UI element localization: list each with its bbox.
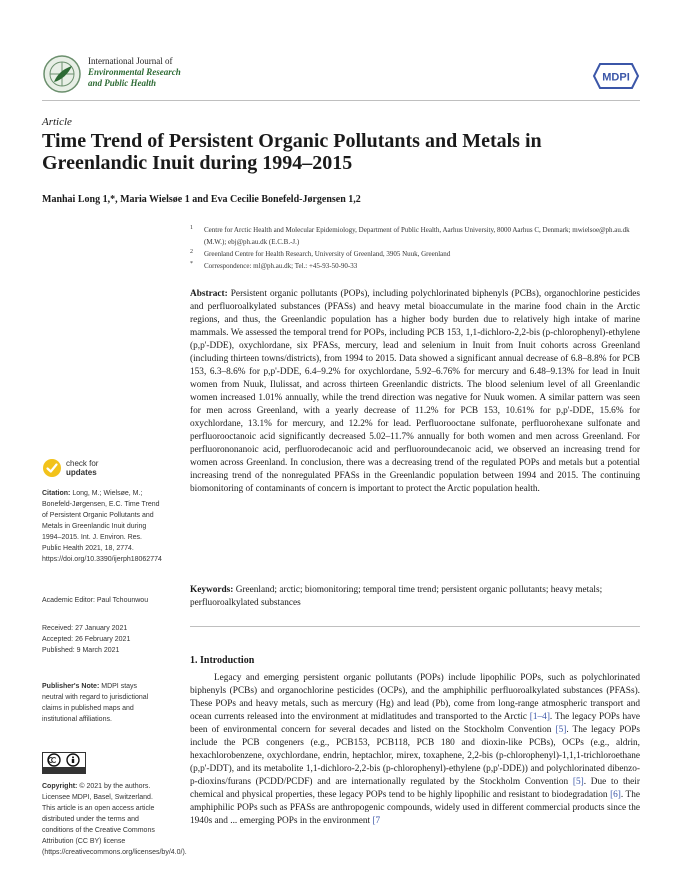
publisher-note-label: Publisher's Note: bbox=[42, 683, 100, 690]
check-updates-line2: updates bbox=[66, 468, 97, 477]
author-list: Manhai Long 1,*, Maria Wielsøe 1 and Eva Cecilie Bonefeld-Jørgensen 1,2 bbox=[42, 194, 361, 205]
correspondence-item bbox=[190, 260, 640, 272]
affiliation-item bbox=[190, 248, 640, 260]
section-heading-introduction: 1. Introduction bbox=[190, 655, 255, 666]
citation-link[interactable]: [6] bbox=[610, 790, 621, 800]
affiliation-list bbox=[190, 224, 640, 272]
affiliation-text: Centre for Arctic Health and Molecular Epidemiology, Department of Public Health, Aarhus University, 8000 Aarhus C, Denmark; mwielsoe@ph.au.dk (M.W.); ebj@ph.au.dk (E.C.B.-J.) bbox=[204, 226, 630, 246]
cc-by-icon[interactable] bbox=[42, 752, 86, 774]
intro-text: Legacy and emerging persistent organic pollutants (POPs) include lipophilic POPs, such as polychlorinated biphenyls (PCBs) and organochlorine pesticides (OCPs), and the amphiphilic perfluoroalkylated substances (PFASs). These POPs and heavy metals, such as mercury (Hg) and lead (Pb), come from long-range atmospheric transport and ocean currents released into the environment at midlatitudes and transported to the Arctic bbox=[190, 673, 640, 722]
affiliation-marker: 1 bbox=[190, 225, 193, 231]
introduction-paragraph bbox=[190, 672, 640, 828]
citation-block bbox=[42, 488, 160, 565]
citation-link[interactable]: [5] bbox=[572, 777, 584, 787]
abstract bbox=[190, 288, 640, 496]
citation-link[interactable]: [1–4] bbox=[529, 712, 550, 722]
section-divider bbox=[190, 626, 640, 627]
accepted-date: Accepted: 26 February 2021 bbox=[42, 636, 131, 643]
mdpi-logo bbox=[592, 62, 640, 90]
affiliation-marker: * bbox=[190, 261, 193, 267]
check-updates-line1: check for bbox=[66, 459, 99, 468]
publication-dates bbox=[42, 623, 160, 656]
publisher-note bbox=[42, 681, 160, 725]
keywords-label: Keywords: bbox=[190, 585, 234, 595]
citation-text: Long, M.; Wielsøe, M.; Bonefeld-Jørgensen, E.C. Time Trend of Persistent Organic Pollutants and Metals in Greenlandic Inuit during 1994–2015. Int. J. Environ. Res. Public Health 2021, 18, 2774. https://doi.org/10.3390/ijerph18062774 bbox=[42, 490, 162, 563]
intro-text: . The legacy POPs include the PCB congeners (e.g., PCB153, PCB118, PCB 180 and dioxin-like PCBs), OCPs (e.g., aldrin, hexachlorobenzene, oxychlordane, endrin, heptachlor, mirex, toxaphene, 2,2-bis (p-chlorophenyl)-1,1,1-trichloroethane (p,p'-DDT), and its metabolite 1,1-dichloro-2,2-bis (p-chlorophenyl)-ethylene (p,p'-DDE)) and polychlorinated dibenzo-p-dioxins/furans (PCDD/PCDF) and are internationally regulated by the Stockholm Convention bbox=[190, 725, 641, 787]
abstract-text: Persistent organic pollutants (POPs), including polychlorinated biphenyls (PCBs), organochlorine pesticides and perfluoroalkylated substances (PFASs) and heavy metal bioaccumulate in the marine food chain in the Arctic regions, and thus, the Greenlandic population has a higher body burden due to relatively high intake of marine mammals. We assessed the temporal trend for POPs, including PCB 153, 1,1-dichloro-2,2-bis (p-chlorophenyl)-ethylene (p,p'-DDE), oxychlordane, six PFASs, mercury, lead and selenium in Inuit from Inuit cohorts across Greenland (including thirteen towns/districts), from 1994 to 2015. Data showed a significant annual decrease of 6.8–8.8% for PCB 153, 6.3–8.6% for p,p'-DDE, 6.4–9.2% for oxychlordane, 5.92–6.76% for mercury and 6.48–9.13% for lead in Inuit women from Nuuk, Ilulissat, and across thirteen Greenlandic districts. The blood selenium level of all Greenlandic women increased 1.01% annually, while the trend direction was negative for Nuuk women. A similar pattern was seen for men across Greenland, with a yearly decrease of 11.2% for PCB 153, 10.61% for p,p'-DDE, 15.6% for oxychlordane, 13.1% for mercury, and 12.2% for lead. Perfluorooctane sulfonate, perfluorohexane sulfonate and perfluorooctanoic acid significantly decreased 5.02–11.7% annually for both women and men across Greenland. For perfluorononanoic acid, perfluorodecanoic acid and perfluoroundecanoic acid, we observed an increasing trend for women across Greenland. In conclusion, there was a decreasing trend of the regulated POPs and metals but a potential increasing trend of the nonregulated PFASs in the Greenlandic population between 1994 and 2015. The continuing biomonitoring of contaminants of concern is important to protect the Arctic population health. bbox=[190, 289, 641, 494]
citation-link[interactable]: [7 bbox=[372, 816, 381, 826]
journal-name-line3: and Public Health bbox=[88, 78, 157, 88]
affiliation-text: Greenland Centre for Health Research, University of Greenland, 3905 Nuuk, Greenland bbox=[204, 250, 451, 258]
intro-text: . Due to their chemical and physical properties, these legacy POPs tend to be highly lipophilic and resistant to biodegradation bbox=[190, 777, 640, 800]
header-divider bbox=[42, 100, 640, 101]
affiliation-marker: 2 bbox=[190, 249, 193, 255]
received-date: Received: 27 January 2021 bbox=[42, 625, 128, 632]
citation-link[interactable]: [5] bbox=[555, 725, 567, 735]
correspondence-text: Correspondence: ml@ph.au.dk; Tel.: +45-93-50-90-33 bbox=[204, 262, 358, 270]
abstract-label: Abstract: bbox=[190, 289, 228, 299]
check-updates-icon bbox=[42, 458, 62, 478]
article-title: Time Trend of Persistent Organic Pollutants and Metals in Greenlandic Inuit during 1994–2015 bbox=[42, 130, 542, 174]
journal-name-line1: International Journal of bbox=[88, 56, 173, 66]
academic-editor: Academic Editor: Paul Tchounwou bbox=[42, 597, 149, 604]
mdpi-logo-text: MDPI bbox=[602, 71, 630, 84]
article-type: Article bbox=[42, 116, 72, 128]
journal-name-line2: Environmental Research bbox=[88, 67, 181, 77]
keywords-text: Greenland; arctic; biomonitoring; temporal time trend; persistent organic pollutants; heavy metals; perfluoroalkylated substances bbox=[190, 585, 603, 608]
keywords bbox=[190, 584, 640, 610]
affiliation-item bbox=[190, 224, 640, 248]
journal-logo-icon bbox=[42, 54, 82, 94]
published-date: Published: 9 March 2021 bbox=[42, 647, 120, 654]
copyright-notice bbox=[42, 781, 187, 858]
citation-label: Citation: bbox=[42, 490, 71, 497]
intro-text: . The amphiphilic POPs such as PFASs are anthropogenic compounds, widely used in different commercial products since the 1940s and ... emerging POPs in the environment bbox=[190, 790, 641, 826]
copyright-label: Copyright: bbox=[42, 783, 78, 790]
publisher-note-text: MDPI stays neutral with regard to jurisdictional claims in published maps and institutional affiliations. bbox=[42, 683, 149, 723]
check-updates-label bbox=[66, 459, 98, 477]
intro-text: . The legacy POPs have been of environmental concern for several decades and listed on the Stockholm Convention bbox=[190, 712, 640, 735]
check-for-updates-button[interactable] bbox=[42, 456, 152, 482]
journal-name bbox=[88, 56, 181, 89]
copyright-text: © 2021 by the authors. Licensee MDPI, Basel, Switzerland. This article is an open access article distributed under the terms and conditions of the Creative Commons Attribution (CC BY) license (https://creativecommons.org/licenses/by/4.0/). bbox=[42, 783, 187, 856]
